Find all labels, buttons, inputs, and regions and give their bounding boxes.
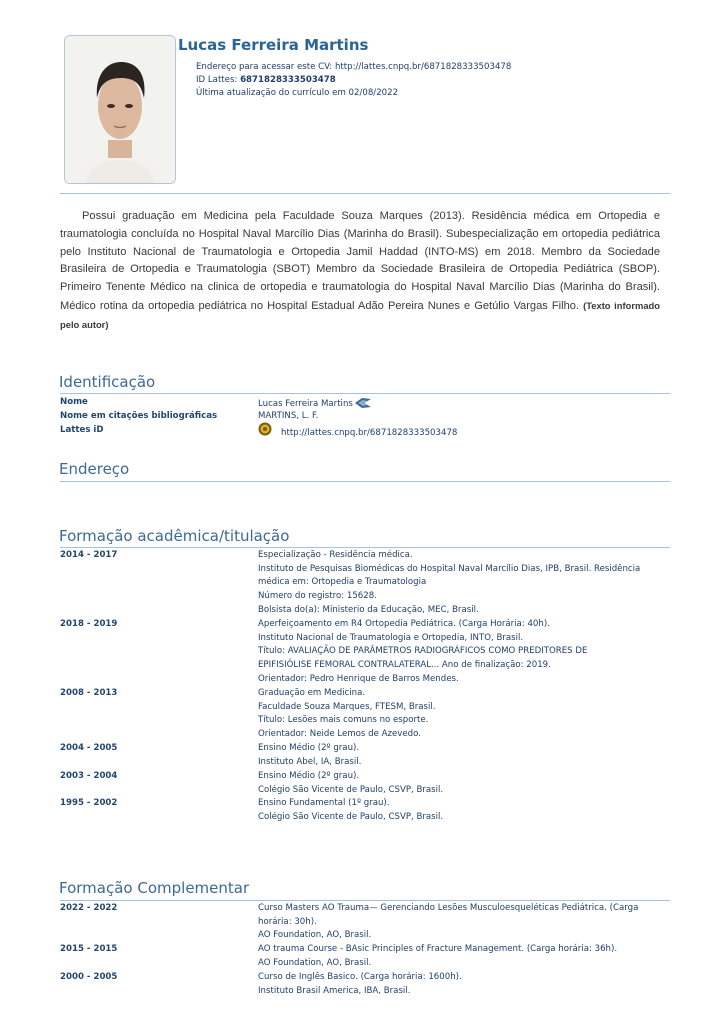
lattes-id-icon — [258, 422, 272, 436]
entry-years: 1995 - 2002 — [60, 798, 118, 808]
entry-details — [258, 797, 663, 824]
entry-years: 2014 - 2017 — [60, 550, 118, 560]
entry-line: Colégio São Vicente de Paulo, CSVP, Brasil. — [258, 811, 444, 822]
entry-line: Especialização - Residência médica. — [258, 550, 413, 560]
entry-line: Instituto Nacional de Traumatologia e Ortopedia, INTO, Brasil. — [258, 632, 524, 643]
entry-line: Ensino Médio (2º grau). — [258, 771, 360, 781]
entry-line: Graduação em Medicina. — [258, 688, 366, 698]
profile-photo — [64, 35, 176, 184]
cv-address — [196, 62, 511, 72]
entry-line: Ensino Médio (2º grau). — [258, 743, 360, 753]
lattes-id-value: 6871828333503478 — [240, 75, 336, 85]
entry-line: Instituto de Pesquisas Biomédicas do Hospital Naval Marcílio Dias, IPB, Brasil. Residência — [258, 563, 641, 574]
entry-line: Orientador: Pedro Henrique de Barros Mendes. — [258, 673, 459, 684]
lattes-url[interactable]: http://lattes.cnpq.br/6871828333503478 — [281, 428, 458, 438]
entry-line: Ensino Fundamental (1º grau). — [258, 798, 390, 808]
name-value — [258, 397, 372, 409]
entry-years: 2018 - 2019 — [60, 619, 118, 629]
entry-years: 2004 - 2005 — [60, 743, 118, 753]
cv-address-label: Endereço para acessar este CV: — [196, 62, 333, 72]
last-update: Última atualização do currículo em 02/08/2022 — [196, 88, 399, 98]
entry-line: Faculdade Souza Marques, FTESM, Brasil. — [258, 701, 436, 712]
name-label: Nome — [60, 397, 88, 407]
section-divider — [60, 481, 670, 482]
section-title-identificacao: Identificação — [59, 373, 156, 391]
citation-label: Nome em citações bibliográficas — [60, 411, 218, 421]
entry-years: 2022 - 2022 — [60, 903, 118, 913]
name-value-text: Lucas Ferreira Martins — [258, 399, 353, 409]
entry-line: Número do registro: 15628. — [258, 591, 377, 602]
entry-line: Orientador: Neide Lemos de Azevedo. — [258, 729, 421, 740]
bio-note: (Texto informado pelo autor) — [60, 299, 660, 330]
entry-details — [258, 902, 663, 943]
section-title-formacao: Formação acadêmica/titulação — [59, 527, 290, 545]
entry-details — [258, 943, 663, 970]
section-title-endereco: Endereço — [59, 460, 130, 478]
entry-line: Título: Lesões mais comuns no esporte. — [258, 715, 429, 726]
bio-paragraph — [60, 208, 660, 335]
entry-line: Colégio São Vicente de Paulo, CSVP, Brasil. — [258, 784, 444, 795]
header-divider — [60, 193, 670, 194]
profile-name: Lucas Ferreira Martins — [178, 36, 369, 54]
person-silhouette-icon — [65, 36, 175, 183]
entry-line: horária: 30h). — [258, 916, 317, 927]
entry-line: AO trauma Course - BAsic Principles of Fracture Management. (Carga horária: 36h). — [258, 944, 618, 954]
entry-line: médica em: Ortopedia e Traumatologia — [258, 577, 427, 588]
lattes-label: Lattes iD — [60, 425, 104, 435]
entry-years: 2015 - 2015 — [60, 944, 118, 954]
entry-line: AO Foundation, AO, Brasil. — [258, 930, 372, 941]
entry-line: Instituto Brasil America, IBA, Brasil. — [258, 985, 411, 996]
entry-details — [258, 549, 663, 618]
entry-line: Curso de Inglês Basico. (Carga horária: 1600h). — [258, 972, 462, 982]
entry-details — [258, 971, 663, 998]
lattes-id-label: ID Lattes: — [196, 75, 238, 85]
section-divider — [60, 393, 670, 394]
section-title-complementar: Formação Complementar — [59, 879, 250, 897]
entry-details — [258, 742, 663, 769]
entry-details — [258, 687, 663, 742]
bio-text: Possui graduação em Medicina pela Faculdade Souza Marques (2013). Residência médica em Ortopedia e traumatologia concluída no Hospital Naval Marcílio Dias (Marinha do Brasil). Subespecialização em ortopedia pediátrica pelo Instituto Nacional de Traumatologia e Ortopedia Jamil Haddad (INTO-MS) em 2018. Membro da Sociedade Brasileira de Ortopedia e Traumatologia (SBOT) Membro da Sociedade Brasileira de Ortopedia Pediátrica (SBOP). Primeiro Tenente Médico na clinica de ortopedia e traumatologia do Hospital Naval Marcílio Dias (Marinha do Brasil). Médico rotina da ortopedia pediátrica no Hospital Estadual Adão Pereira Nunes e Getúlio Vargas Filho. — [60, 210, 660, 312]
entry-years: 2003 - 2004 — [60, 771, 118, 781]
section-divider — [60, 547, 670, 548]
entry-years: 2000 - 2005 — [60, 972, 118, 982]
cnpq-link-icon[interactable] — [354, 397, 372, 409]
entry-line: AO Foundation, AO, Brasil. — [258, 957, 372, 968]
entry-line: Curso Masters AO Trauma— Gerenciando Lesões Musculoesqueléticas Pediátrica. (Carga — [258, 903, 639, 913]
entry-details — [258, 618, 663, 687]
entry-line: Instituto Abel, IA, Brasil. — [258, 756, 362, 767]
lattes-id — [196, 75, 336, 85]
citation-value: MARTINS, L. F. — [258, 411, 319, 421]
entry-line: Bolsista do(a): Ministerio da Educação, MEC, Brasil. — [258, 604, 479, 615]
entry-line: EPIFISIÓLISE FEMORAL CONTRALATERAL... Ano de finalização: 2019. — [258, 660, 551, 671]
entry-line: Aperfeiçoamento em R4 Ortopedia Pediátrica. (Carga Horária: 40h). — [258, 619, 550, 629]
section-divider — [60, 900, 670, 901]
entry-details — [258, 770, 663, 797]
entry-line: Título: AVALIAÇÃO DE PARÂMETROS RADIOGRÁFICOS COMO PREDITORES DE — [258, 646, 588, 657]
entry-years: 2008 - 2013 — [60, 688, 118, 698]
cv-address-url[interactable]: http://lattes.cnpq.br/6871828333503478 — [334, 62, 512, 72]
